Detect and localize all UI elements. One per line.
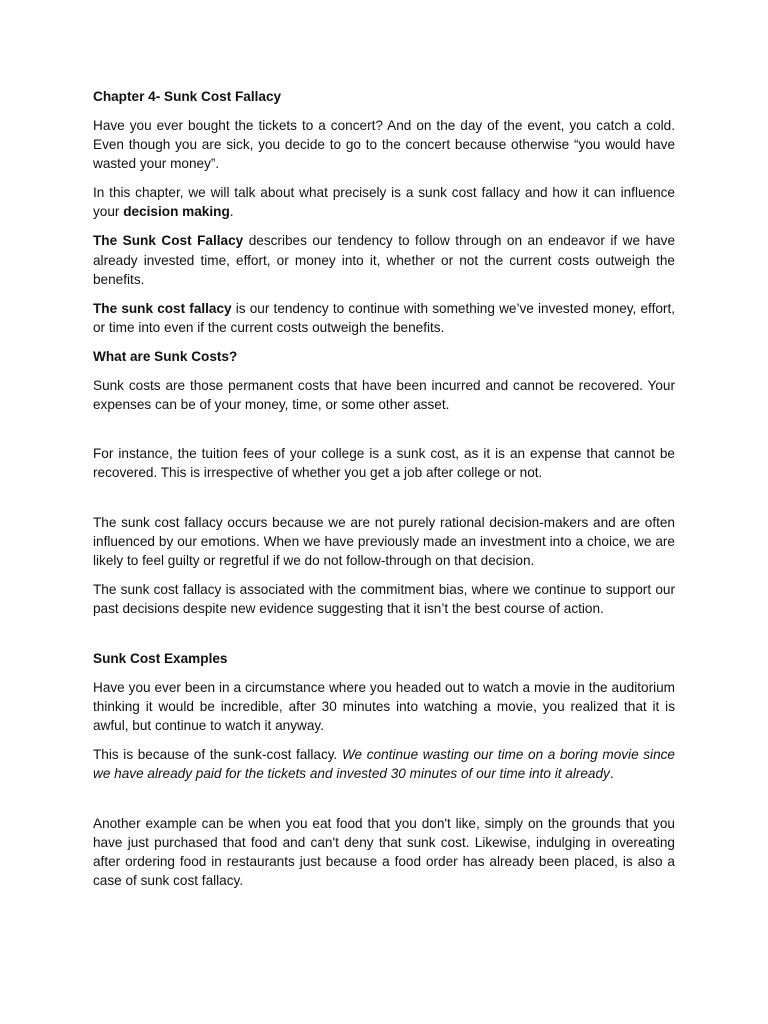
definition-text: describes our tendency to follow through on an endeavor if we have already invested time, effort, or money into it, whether or not the current costs outweigh the benefits. bbox=[93, 233, 675, 287]
section-heading-examples: Sunk Cost Examples bbox=[93, 650, 228, 666]
document-page bbox=[93, 87, 675, 900]
paragraph-definition bbox=[93, 231, 675, 289]
paragraph-food-example: Another example can be when you eat food that you don't like, simply on the grounds that you have just purchased that food and can't deny that sunk cost. Likewise, indulging in overeating after ordering food in restaurants just because a food order has already been placed, is also a case of sunk cost fallacy. bbox=[93, 815, 675, 889]
paragraph-commitment-bias: The sunk cost fallacy is associated with the commitment bias, where we continue to support our past decisions despite new evidence suggesting that it isn’t the best course of action. bbox=[93, 582, 675, 617]
movie-explanation-italic: We continue wasting our time on a boring movie since we have already paid for the tickets and invested 30 minutes of our time into it already bbox=[93, 746, 675, 782]
definition-term: The Sunk Cost Fallacy bbox=[93, 233, 244, 249]
intro-end: . bbox=[229, 204, 234, 220]
paragraph-movie-example: Have you ever been in a circumstance where you headed out to watch a movie in the auditorium thinking it would be incredible, after 30 minutes into watching a movie, you realized that it is awful, but continue to watch it anyway. bbox=[93, 679, 675, 734]
paragraph-sunk-costs: Sunk costs are those permanent costs that have been incurred and cannot be recovered. Your expenses can be of your money, time, or some other asset. bbox=[93, 377, 675, 412]
section-heading-sunk-costs: What are Sunk Costs? bbox=[93, 348, 238, 364]
intro-bold-term: decision making bbox=[123, 204, 230, 220]
definition-short-term: The sunk cost fallacy bbox=[93, 300, 232, 316]
chapter-title: Chapter 4- Sunk Cost Fallacy bbox=[93, 89, 282, 104]
paragraph-emotions: The sunk cost fallacy occurs because we are not purely rational decision-makers and are often influenced by our emotions. When we have previously made an investment into a choice, we are likely to feel guilty or regretful if we do not follow-through on that decision. bbox=[93, 514, 675, 569]
paragraph-chapter-intro bbox=[93, 183, 675, 222]
movie-explanation-end: . bbox=[609, 766, 614, 782]
movie-explanation-text: This is because of the sunk-cost fallacy. bbox=[93, 746, 342, 762]
paragraph-tuition-example: For instance, the tuition fees of your college is a sunk cost, as it is an expense that cannot be recovered. This is irrespective of whether you get a job after college or not. bbox=[93, 446, 675, 481]
intro-text: In this chapter, we will talk about what precisely is a sunk cost fallacy and how it can influence your bbox=[93, 185, 675, 220]
paragraph-concert-example: Have you ever bought the tickets to a concert? And on the day of the event, you catch a cold. Even though you are sick, you decide to go to the concert because otherwise “you would have wasted your money”. bbox=[93, 117, 675, 172]
paragraph-movie-explanation bbox=[93, 745, 675, 784]
paragraph-definition-short bbox=[93, 299, 675, 338]
definition-short-text: is our tendency to continue with something we’ve invested money, effort, or time into even if the current costs outweigh the benefits. bbox=[93, 300, 675, 335]
